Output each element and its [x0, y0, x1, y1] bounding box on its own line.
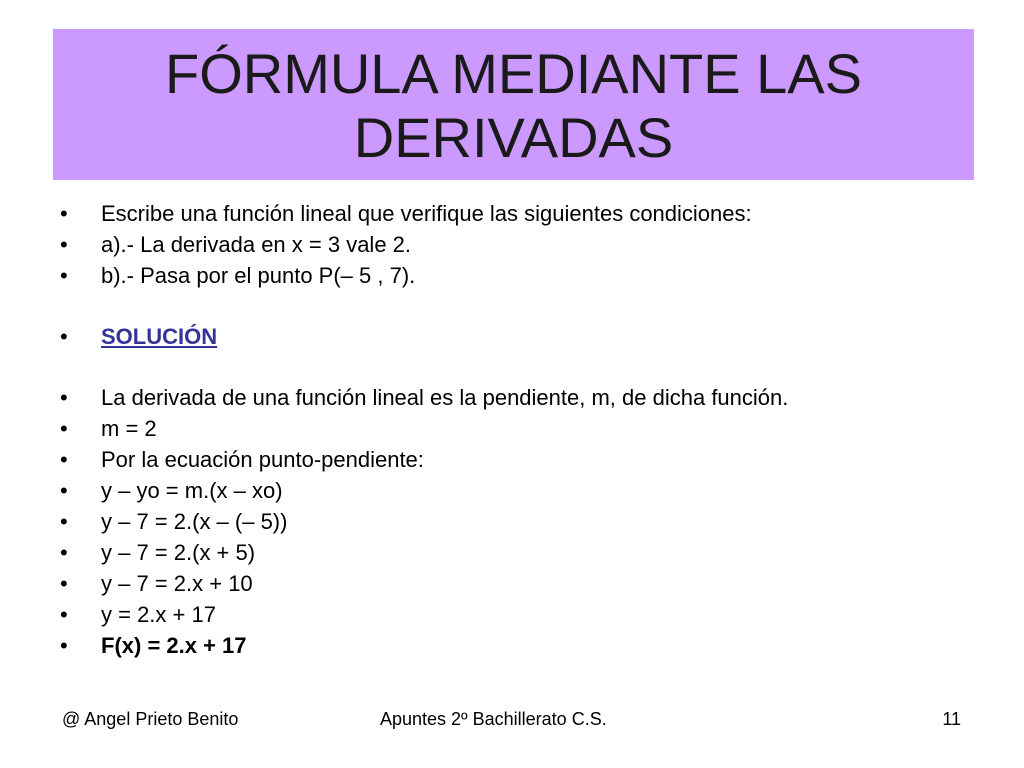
- bullet-dot: •: [60, 263, 68, 288]
- bullet-item: [60, 506, 980, 537]
- bullet-item: [60, 260, 980, 291]
- bullet-item: [60, 630, 980, 661]
- bullet-spacer: [60, 291, 980, 321]
- footer-course: Apuntes 2º Bachillerato C.S.: [380, 709, 607, 729]
- bullet-dot: •: [60, 602, 68, 627]
- title-band: [53, 29, 974, 180]
- bullet-text: La derivada de una función lineal es la pendiente, m, de dicha función.: [101, 385, 789, 410]
- solucion-link[interactable]: SOLUCIÓN: [101, 324, 218, 349]
- bullet-item: [60, 198, 980, 229]
- bullet-text: a).- La derivada en x = 3 vale 2.: [101, 232, 412, 257]
- footer-page-number: 11: [942, 709, 961, 729]
- slide-footer: [0, 706, 1024, 732]
- bullet-text: Escribe una función lineal que verifique las siguientes condiciones:: [101, 201, 752, 226]
- bullet-dot: •: [60, 447, 68, 472]
- bullet-item: [60, 444, 980, 475]
- bullet-dot: •: [60, 201, 68, 226]
- bullet-dot: •: [60, 324, 68, 349]
- bullet-item: [60, 475, 980, 506]
- bullet-item: [60, 229, 980, 260]
- footer-author: @ Angel Prieto Benito: [62, 709, 239, 729]
- bullet-item: [60, 599, 980, 630]
- bullet-dot: •: [60, 540, 68, 565]
- bullet-list: [60, 198, 980, 661]
- bullet-text: y – 7 = 2.x + 10: [101, 571, 253, 596]
- final-result: F(x) = 2.x + 17: [101, 633, 247, 658]
- bullet-text: b).- Pasa por el punto P(– 5 , 7).: [101, 263, 416, 288]
- bullet-text: y – 7 = 2.(x – (– 5)): [101, 509, 288, 534]
- bullet-item: [60, 321, 980, 352]
- bullet-text: Por la ecuación punto-pendiente:: [101, 447, 424, 472]
- bullet-dot: •: [60, 385, 68, 410]
- slide-title: FÓRMULA MEDIANTE LAS DERIVADAS: [164, 41, 863, 169]
- bullet-dot: •: [60, 633, 68, 658]
- bullet-item: [60, 413, 980, 444]
- bullet-dot: •: [60, 416, 68, 441]
- bullet-text: y – yo = m.(x – xo): [101, 478, 283, 503]
- bullet-dot: •: [60, 571, 68, 596]
- bullet-dot: •: [60, 509, 68, 534]
- bullet-text: y – 7 = 2.(x + 5): [101, 540, 256, 565]
- bullet-text: y = 2.x + 17: [101, 602, 216, 627]
- bullet-item: [60, 537, 980, 568]
- bullet-dot: •: [60, 232, 68, 257]
- bullet-item: [60, 568, 980, 599]
- bullet-spacer: [60, 352, 980, 382]
- bullet-text: m = 2: [101, 416, 157, 441]
- bullet-dot: •: [60, 478, 68, 503]
- bullet-item: [60, 382, 980, 413]
